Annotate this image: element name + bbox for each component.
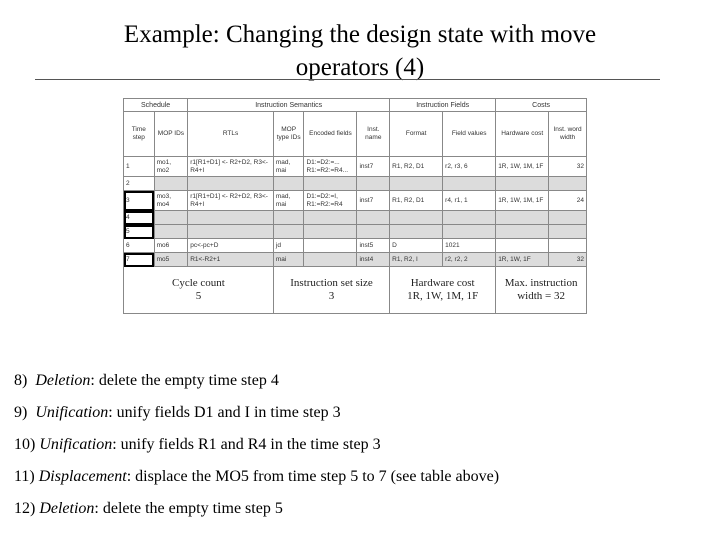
col-encoded-fields: Encoded fields [304,112,357,157]
cell-step: 6 [124,239,155,253]
schedule-table-figure [123,98,587,366]
cell-rtl [188,211,274,225]
col-format: Format [390,112,443,157]
title-underline [35,79,660,80]
cell-vals [443,225,496,239]
table-row [124,211,587,225]
step-description: : unify fields D1 and I in time step 3 [108,404,341,421]
cell-fmt: R1, R2, D1 [390,191,443,211]
col-mop-type-ids: MOP type IDs [273,112,304,157]
operator-keyword: Deletion [35,372,91,389]
cell-mop: mo3, mo4 [154,191,188,211]
slide-title [0,18,720,84]
table-row [124,191,587,211]
list-item [14,498,714,530]
step-number: 10) [14,436,36,453]
cell-width [549,177,587,191]
footer-cycle-count [124,267,274,314]
cell-inst: inst7 [357,157,390,177]
column-header-row [124,112,587,157]
cell-fmt: R1, R2, D1 [390,157,443,177]
col-field-values: Field values [443,112,496,157]
cell-hw [496,177,549,191]
title-line-1: Example: Changing the design state with move [123,21,597,48]
cell-vals: r2, r3, 6 [443,157,496,177]
footer-instruction-set-size [273,267,389,314]
cell-mop: mo6 [154,239,188,253]
cell-vals: r2, r2, 2 [443,253,496,267]
cell-mop: mo1, mo2 [154,157,188,177]
table-row [124,225,587,239]
col-time-step: Time step [124,112,155,157]
cell-step: 2 [124,177,155,191]
operator-steps-list [14,370,714,530]
hardware-cost-label: Hardware cost [410,277,475,289]
cell-type [273,225,304,239]
hardware-cost-value: 1R, 1W, 1M, 1F [407,290,479,302]
col-hardware-cost: Hardware cost [496,112,549,157]
cell-fmt [390,177,443,191]
cell-width [549,225,587,239]
cell-mop [154,177,188,191]
cell-step: 3 [124,191,155,211]
cell-inst: inst7 [357,191,390,211]
cell-enc [304,177,357,191]
operator-keyword: Deletion [39,500,95,517]
list-item [14,402,714,434]
title-underline-tail [642,79,660,80]
cell-hw: 1R, 1W, 1F [496,253,549,267]
iset-size-label: Instruction set size [290,277,373,289]
table-footer-row [124,267,587,314]
cell-inst [357,225,390,239]
cell-mop: mo5 [154,253,188,267]
cell-type: mai [273,253,304,267]
cell-vals [443,211,496,225]
cell-width [549,239,587,253]
cell-hw: 1R, 1W, 1M, 1F [496,157,549,177]
table-row [124,239,587,253]
table-row [124,253,587,267]
group-costs: Costs [496,99,587,112]
col-inst-name: Inst. name [357,112,390,157]
schedule-table [123,98,587,314]
cell-enc [304,225,357,239]
step-description: : displace the MO5 from time step 5 to 7 (see table above) [126,468,500,485]
cell-type: mad, mai [273,191,304,211]
operator-keyword: Displacement [38,468,127,485]
operator-keyword: Unification [35,404,109,421]
cell-fmt: R1, R2, I [390,253,443,267]
cell-vals [443,177,496,191]
step-description: : delete the empty time step 5 [94,500,283,517]
footer-max-width: Max. instruction width = 32 [496,267,587,314]
group-instruction-fields: Instruction Fields [390,99,496,112]
step-description: : delete the empty time step 4 [90,372,279,389]
cell-enc [304,211,357,225]
cycle-count-value: 5 [195,290,202,302]
cell-width: 24 [549,191,587,211]
cell-enc: D1:=D2:=I, R1:=R2:=R4 [304,191,357,211]
group-schedule: Schedule [124,99,188,112]
cell-width [549,211,587,225]
step-number: 9) [14,404,28,421]
cell-fmt [390,225,443,239]
col-mop-ids: MOP IDs [154,112,188,157]
list-item [14,434,714,466]
col-rtls: RTLs [188,112,274,157]
cell-hw [496,211,549,225]
cell-fmt [390,211,443,225]
cell-step: 4 [124,211,155,225]
cell-rtl: r1[R1+D1] <- R2+D2, R3<-R4+I [188,191,274,211]
title-line-2: operators (4) [295,54,425,81]
list-item [14,370,714,402]
cell-rtl [188,177,274,191]
cell-type [273,211,304,225]
step-number: 12) [14,500,36,517]
cell-mop [154,211,188,225]
cell-type [273,177,304,191]
step-number: 8) [14,372,28,389]
cell-step: 1 [124,157,155,177]
footer-hardware-cost [390,267,496,314]
cell-inst: inst4 [357,253,390,267]
group-header-row [124,99,587,112]
operator-keyword: Unification [39,436,113,453]
cell-inst [357,211,390,225]
group-instruction-semantics: Instruction Semantics [188,99,390,112]
cell-hw [496,239,549,253]
cell-inst: inst5 [357,239,390,253]
iset-size-value: 3 [328,290,335,302]
table-row [124,157,587,177]
cell-fmt: D [390,239,443,253]
cell-step: 5 [124,225,155,239]
cell-enc [304,253,357,267]
step-description: : unify fields R1 and R4 in the time step 3 [112,436,381,453]
cell-step: 7 [124,253,155,267]
cycle-count-label: Cycle count [172,277,225,289]
cell-type: mad, mai [273,157,304,177]
table-row [124,177,587,191]
cell-width: 32 [549,253,587,267]
col-inst-word-width: Inst. word width [549,112,587,157]
cell-width: 32 [549,157,587,177]
cell-rtl: R1<-R2+1 [188,253,274,267]
cell-type: jd [273,239,304,253]
list-item [14,466,714,498]
cell-vals: 1021 [443,239,496,253]
cell-mop [154,225,188,239]
step-number: 11) [14,468,35,485]
cell-rtl [188,225,274,239]
cell-inst [357,177,390,191]
cell-vals: r4, r1, 1 [443,191,496,211]
cell-rtl: pc<-pc+D [188,239,274,253]
cell-enc [304,239,357,253]
cell-rtl: r1[R1+D1] <- R2+D2, R3<-R4+I [188,157,274,177]
cell-hw: 1R, 1W, 1M, 1F [496,191,549,211]
cell-enc: D1:=D2:=... R1:=R2:=R4... [304,157,357,177]
cell-hw [496,225,549,239]
